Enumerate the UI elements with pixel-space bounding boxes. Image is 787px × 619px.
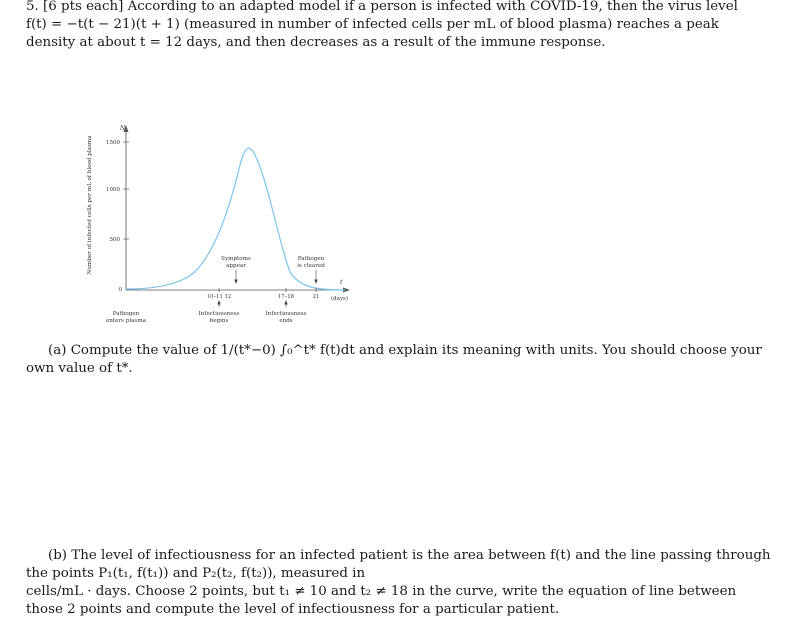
symptoms-arrowhead-icon [234, 280, 237, 285]
part-b-line-3: cells/mL · days. Choose 2 points, but t₁ ≠ 10 and t₂ ≠ 18 in the curve, write the equation of line between [26, 584, 737, 599]
y-tick-label-500: 500 [109, 237, 120, 243]
x-tick-label-10-12: 10–11 12 [206, 294, 232, 300]
intro-line-3: density at about t = 12 days, and then decreases as a result of the immune response. [26, 35, 606, 50]
y-axis-symbol: N [120, 125, 126, 132]
part-a-line-2: own value of t*. [26, 361, 133, 376]
pathogen-cleared-arrowhead-icon [314, 280, 317, 285]
x-tick-label-17-18: 17–18 [277, 294, 295, 300]
pathogen-cleared-line2: is cleared [297, 263, 325, 269]
y-tick-label-1500: 1500 [106, 140, 120, 146]
part-b-line-1: (b) The level of infectiousness for an infected patient is the area between f(t) and the line passing through [48, 548, 771, 563]
intro-line-1: 5. [6 pts each] According to an adapted model if a person is infected with COVID-19, then the virus level [26, 0, 738, 14]
infectious-ends-line1: Infectiousness [265, 311, 307, 317]
intro-line-2: f(t) = −t(t − 21)(t + 1) (measured in number of infected cells per mL of blood plasma) reaches a peak [26, 17, 719, 32]
y-tick-label-0: 0 [118, 287, 122, 293]
pathogen-enters-line2: enters plasma [105, 318, 147, 324]
infectious-ends-line2: ends [279, 318, 293, 324]
symptoms-label-line1: Symptoms [221, 256, 251, 262]
x-tick-label-21: 21 [312, 294, 320, 300]
pathogen-enters-line1: Pathogen [112, 311, 140, 317]
y-axis-label: Number of infected cells per mL of blood plasma [87, 135, 93, 275]
virus-level-figure [78, 120, 378, 330]
x-axis-unit: (days) [331, 296, 349, 302]
part-a [26, 342, 762, 378]
part-b [26, 547, 771, 619]
infectious-begins-line1: Infectiousness [198, 311, 240, 317]
x-axis-symbol: t [340, 279, 343, 286]
symptoms-label-line2: appear [226, 263, 246, 269]
part-a-line-1: (a) Compute the value of 1/(t*−0) ∫₀^t* f(t)dt and explain its meaning with units. You should choose your [48, 343, 762, 358]
part-b-line-2: the points P₁(t₁, f(t₁)) and P₂(t₂, f(t₂)), measured in [26, 566, 366, 581]
y-tick-label-1000: 1000 [106, 187, 120, 193]
problem-intro [26, 0, 738, 52]
part-b-line-4: those 2 points and compute the level of infectiousness for a particular patient. [26, 602, 560, 617]
infectious-begins-line2: begins [209, 318, 229, 324]
pathogen-cleared-line1: Pathogen [297, 256, 325, 262]
